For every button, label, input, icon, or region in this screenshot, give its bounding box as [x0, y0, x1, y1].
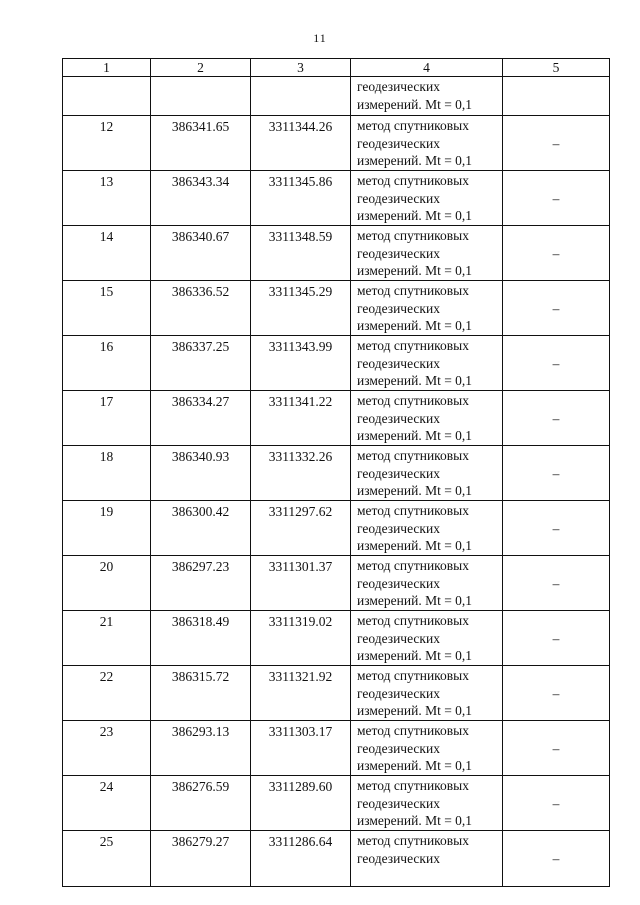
- method-description: метод спутниковых геодезических измерений. Mt = 0,1: [351, 281, 503, 336]
- coordinates-table: [62, 58, 610, 887]
- note-cell: –: [503, 391, 610, 446]
- coordinate-y: 3311345.86: [251, 171, 351, 226]
- header-row: [63, 59, 610, 77]
- note-cell: –: [503, 666, 610, 721]
- method-description: метод спутниковых геодезических: [351, 831, 503, 887]
- note-cell: –: [503, 446, 610, 501]
- coordinate-x: [151, 77, 251, 116]
- note-cell: –: [503, 831, 610, 887]
- point-number: 21: [63, 611, 151, 666]
- method-description: метод спутниковых геодезических измерений. Mt = 0,1: [351, 446, 503, 501]
- table-row: [63, 721, 610, 776]
- coordinate-y: 3311348.59: [251, 226, 351, 281]
- point-number: [63, 77, 151, 116]
- note-cell: –: [503, 501, 610, 556]
- coordinate-x: 386334.27: [151, 391, 251, 446]
- table-row: [63, 501, 610, 556]
- point-number: 22: [63, 666, 151, 721]
- table-row: [63, 776, 610, 831]
- coordinate-x: 386340.67: [151, 226, 251, 281]
- coordinate-x: 386318.49: [151, 611, 251, 666]
- coordinate-y: 3311332.26: [251, 446, 351, 501]
- point-number: 15: [63, 281, 151, 336]
- method-description: метод спутниковых геодезических измерений. Mt = 0,1: [351, 501, 503, 556]
- method-description: метод спутниковых геодезических измерений. Mt = 0,1: [351, 776, 503, 831]
- point-number: 17: [63, 391, 151, 446]
- header-cell-2: 2: [151, 59, 251, 77]
- note-cell: –: [503, 776, 610, 831]
- table-row: [63, 446, 610, 501]
- coordinate-x: 386341.65: [151, 116, 251, 171]
- coordinate-y: 3311319.02: [251, 611, 351, 666]
- method-description: метод спутниковых геодезических измерений. Mt = 0,1: [351, 116, 503, 171]
- note-cell: –: [503, 556, 610, 611]
- note-cell: [503, 77, 610, 116]
- note-cell: –: [503, 281, 610, 336]
- coordinate-y: 3311345.29: [251, 281, 351, 336]
- table-row: [63, 556, 610, 611]
- method-description: метод спутниковых геодезических измерений. Mt = 0,1: [351, 171, 503, 226]
- coordinate-y: [251, 77, 351, 116]
- table-row: [63, 666, 610, 721]
- continuation-row: [63, 77, 610, 116]
- header-cell-5: 5: [503, 59, 610, 77]
- coordinate-y: 3311341.22: [251, 391, 351, 446]
- method-description: метод спутниковых геодезических измерений. Mt = 0,1: [351, 721, 503, 776]
- note-cell: –: [503, 721, 610, 776]
- method-description: метод спутниковых геодезических измерений. Mt = 0,1: [351, 666, 503, 721]
- coordinate-x: 386300.42: [151, 501, 251, 556]
- note-cell: –: [503, 611, 610, 666]
- coordinate-x: 386315.72: [151, 666, 251, 721]
- method-description: геодезических измерений. Mt = 0,1: [351, 77, 503, 116]
- point-number: 16: [63, 336, 151, 391]
- note-cell: –: [503, 171, 610, 226]
- point-number: 18: [63, 446, 151, 501]
- note-cell: –: [503, 336, 610, 391]
- table-row: [63, 391, 610, 446]
- point-number: 19: [63, 501, 151, 556]
- coordinate-y: 3311297.62: [251, 501, 351, 556]
- coordinate-y: 3311286.64: [251, 831, 351, 887]
- coordinate-y: 3311343.99: [251, 336, 351, 391]
- method-description: метод спутниковых геодезических измерений. Mt = 0,1: [351, 226, 503, 281]
- table-row: [63, 116, 610, 171]
- point-number: 12: [63, 116, 151, 171]
- table-row: [63, 611, 610, 666]
- point-number: 23: [63, 721, 151, 776]
- method-description: метод спутниковых геодезических измерений. Mt = 0,1: [351, 556, 503, 611]
- coordinate-y: 3311321.92: [251, 666, 351, 721]
- point-number: 20: [63, 556, 151, 611]
- page-number: 11: [313, 31, 327, 45]
- header-cell-4: 4: [351, 59, 503, 77]
- note-cell: –: [503, 116, 610, 171]
- method-description: метод спутниковых геодезических измерений. Mt = 0,1: [351, 611, 503, 666]
- header-cell-3: 3: [251, 59, 351, 77]
- coordinate-x: 386336.52: [151, 281, 251, 336]
- coordinate-x: 386337.25: [151, 336, 251, 391]
- note-cell: –: [503, 226, 610, 281]
- header-cell-1: 1: [63, 59, 151, 77]
- table-row: [63, 171, 610, 226]
- method-description: метод спутниковых геодезических измерений. Mt = 0,1: [351, 336, 503, 391]
- table-row: [63, 281, 610, 336]
- coordinate-y: 3311344.26: [251, 116, 351, 171]
- point-number: 13: [63, 171, 151, 226]
- coordinate-x: 386340.93: [151, 446, 251, 501]
- point-number: 25: [63, 831, 151, 887]
- point-number: 24: [63, 776, 151, 831]
- table-row: [63, 226, 610, 281]
- coordinate-x: 386343.34: [151, 171, 251, 226]
- coordinate-y: 3311303.17: [251, 721, 351, 776]
- coordinate-x: 386279.27: [151, 831, 251, 887]
- coordinate-x: 386293.13: [151, 721, 251, 776]
- coordinate-x: 386276.59: [151, 776, 251, 831]
- method-description: метод спутниковых геодезических измерений. Mt = 0,1: [351, 391, 503, 446]
- coordinate-y: 3311301.37: [251, 556, 351, 611]
- table-row: [63, 831, 610, 887]
- coordinate-x: 386297.23: [151, 556, 251, 611]
- table-row: [63, 336, 610, 391]
- coordinate-y: 3311289.60: [251, 776, 351, 831]
- point-number: 14: [63, 226, 151, 281]
